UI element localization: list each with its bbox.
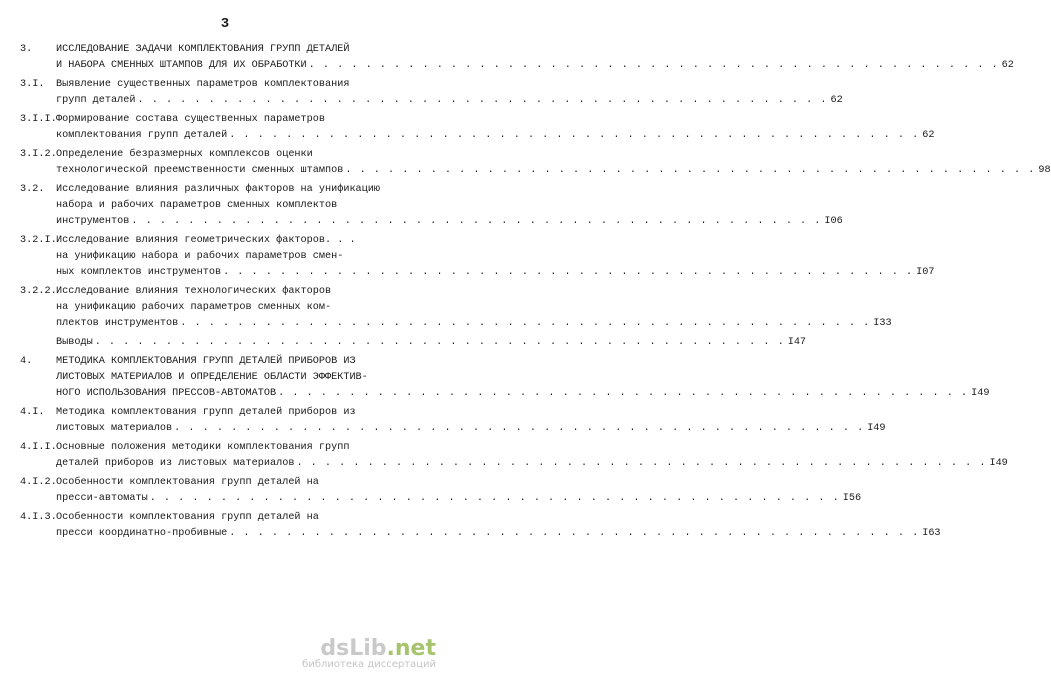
toc-leader-dots: . . . . . . . . . . . . . . . . . . . . . . . . . . . . . . . . . . . . . . . . . . . . . . . . .: [345, 165, 1036, 176]
toc-entry-line: Особенности комплектования групп деталей на: [56, 477, 319, 488]
toc-leader-dots: . . . . . . . . . . . . . . . . . . . . . . . . . . . . . . . . . . . . . . . . . . . . . . . . .: [131, 216, 822, 227]
toc-entry: [20, 335, 807, 351]
toc-entry-line: групп деталей: [56, 95, 136, 106]
toc-entry-page: I56: [842, 493, 862, 504]
toc-entry-line: инструментов: [56, 216, 130, 227]
toc-entry-line: технологической преемственности сменных штампов: [56, 165, 344, 176]
toc-entry-number: 4.I.I.: [20, 442, 57, 453]
toc-entry-line: ИССЛЕДОВАНИЕ ЗАДАЧИ КОМПЛЕКТОВАНИЯ ГРУПП ДЕТАЛЕЙ: [56, 44, 350, 55]
toc-entry-line: Определение безразмерных комплексов оценки: [56, 149, 313, 160]
toc-leader-dots: . . . . . . . . . . . . . . . . . . . . . . . . . . . . . . . . . . . . . . . . . . . . . . . . .: [180, 318, 871, 329]
toc-entry-line: Основные положения методики комплектования групп: [56, 442, 350, 453]
toc-entry: [20, 112, 935, 144]
toc-entry: [20, 42, 1014, 74]
toc-leader-dots: . . . . . . . . . . . . . . . . . . . . . . . . . . . . . . . . . . . . . . . . . . . . . . . . .: [174, 423, 865, 434]
toc-leader-dots: . . . . . . . . . . . . . . . . . . . . . . . . . . . . . . . . . . . . . . . . . . . . . . . . .: [278, 388, 969, 399]
toc-entry-number: 4.: [20, 356, 33, 367]
toc-entry-line: НОГО ИСПОЛЬЗОВАНИЯ ПРЕССОВ-АВТОМАТОВ: [56, 388, 277, 399]
toc-entry-page: I07: [916, 267, 935, 278]
toc-entry-line: ЛИСТОВЫХ МАТЕРИАЛОВ И ОПРЕДЕЛЕНИЕ ОБЛАСТИ ЭФФЕКТИВ-: [56, 372, 368, 383]
toc-entry-number: 3.2.2.: [20, 286, 57, 297]
toc-entry-line: ных комплектов инструментов: [56, 267, 222, 278]
toc-entry-line: Особенности комплектования групп деталей на: [56, 512, 319, 523]
toc-entry-page: I06: [824, 216, 843, 227]
toc-entry-line: Исследование влияния геометрических факторов. . .: [56, 235, 356, 246]
toc-entry-number: 3.: [20, 44, 33, 55]
toc-entry-page: I49: [971, 388, 990, 399]
toc-entry-page: 62: [1001, 60, 1014, 71]
toc-entry: [20, 475, 862, 507]
toc-entry-line: плектов инструментов: [56, 318, 179, 329]
toc-leader-dots: . . . . . . . . . . . . . . . . . . . . . . . . . . . . . . . . . . . . . . . . . . . . . . . . .: [149, 493, 840, 504]
toc-entry-number: 4.I.: [20, 407, 45, 418]
toc-leader-dots: . . . . . . . . . . . . . . . . . . . . . . . . . . . . . . . . . . . . . . . . . . . . . . . . .: [223, 267, 914, 278]
toc-leader-dots: . . . . . . . . . . . . . . . . . . . . . . . . . . . . . . . . . . . . . . . . . . . . . . . . .: [94, 337, 785, 348]
toc-entry: [20, 147, 1051, 179]
toc-entry-line: комплектования групп деталей: [56, 130, 228, 141]
watermark: [302, 636, 436, 670]
toc-entry-page: I49: [989, 458, 1008, 469]
toc-entry-line: Формирование состава существенных параметров: [56, 114, 325, 125]
watermark-logo-accent: .net: [386, 636, 436, 661]
watermark-logo-main: dsLib: [320, 636, 387, 661]
toc-entry-page: I63: [922, 528, 941, 539]
toc-entry: [20, 354, 990, 402]
toc-entry-line: пресси координатно-пробивные: [56, 528, 228, 539]
toc-leader-dots: . . . . . . . . . . . . . . . . . . . . . . . . . . . . . . . . . . . . . . . . . . . . . . . . .: [229, 130, 920, 141]
watermark-subtitle: библиотека диссертаций: [302, 659, 436, 670]
toc-entry: [20, 440, 1008, 472]
toc-entry-line: листовых материалов: [56, 423, 173, 434]
toc-entry-page: 98: [1038, 165, 1051, 176]
toc-leader-dots: . . . . . . . . . . . . . . . . . . . . . . . . . . . . . . . . . . . . . . . . . . . . . . . . .: [308, 60, 999, 71]
toc-leader-dots: . . . . . . . . . . . . . . . . . . . . . . . . . . . . . . . . . . . . . . . . . . . . . . . . .: [137, 95, 828, 106]
toc-entry-line: деталей приборов из листовых материалов: [56, 458, 295, 469]
toc-entry-number: 3.I.I.: [20, 114, 57, 125]
toc-entry-page: I47: [787, 337, 807, 348]
watermark-logo: [302, 636, 436, 661]
toc-entry-number: 3.I.2.: [20, 149, 57, 160]
toc-entry-line: Выявление существенных параметров комплектования: [56, 79, 350, 90]
toc-entry-line: набора и рабочих параметров сменных комплектов: [56, 200, 338, 211]
toc-entry-line: на унификацию набора и рабочих параметров смен-: [56, 251, 344, 262]
toc-entry: [20, 510, 941, 542]
toc-entry-line: Выводы: [56, 337, 93, 348]
toc-entry: [20, 182, 843, 230]
toc-leader-dots: . . . . . . . . . . . . . . . . . . . . . . . . . . . . . . . . . . . . . . . . . . . . . . . . .: [296, 458, 987, 469]
toc-entry-page: 62: [830, 95, 843, 106]
toc-entry-line: Исследование влияния различных факторов на унификацию: [56, 184, 381, 195]
toc-entry: [20, 77, 843, 109]
toc-entry-line: Исследование влияния технологических факторов: [56, 286, 332, 297]
toc-entry-line: МЕТОДИКА КОМПЛЕКТОВАНИЯ ГРУПП ДЕТАЛЕЙ ПРИБОРОВ ИЗ: [56, 356, 356, 367]
toc-entry-number: 4.I.3.: [20, 512, 57, 523]
table-of-contents: [20, 42, 1051, 545]
toc-entry: [20, 233, 935, 281]
toc-entry-page: 62: [922, 130, 935, 141]
toc-entry: [20, 284, 892, 332]
toc-leader-dots: . . . . . . . . . . . . . . . . . . . . . . . . . . . . . . . . . . . . . . . . . . . . . . . . .: [229, 528, 920, 539]
toc-entry-page: I33: [873, 318, 892, 329]
toc-entry-number: 3.2.: [20, 184, 45, 195]
toc-entry: [20, 405, 886, 437]
toc-entry-line: пресси-автоматы: [56, 493, 148, 504]
toc-entry-line: Методика комплектования групп деталей приборов из: [56, 407, 356, 418]
toc-entry-number: 3.2.I.: [20, 235, 57, 246]
page-number: 3: [220, 16, 230, 32]
toc-entry-page: I49: [867, 423, 886, 434]
toc-entry-line: на унификацию рабочих параметров сменных ком-: [56, 302, 332, 313]
toc-entry-line: И НАБОРА СМЕННЫХ ШТАМПОВ ДЛЯ ИХ ОБРАБОТКИ: [56, 60, 307, 71]
toc-entry-number: 3.I.: [20, 79, 45, 90]
toc-entry-number: 4.I.2.: [20, 477, 57, 488]
